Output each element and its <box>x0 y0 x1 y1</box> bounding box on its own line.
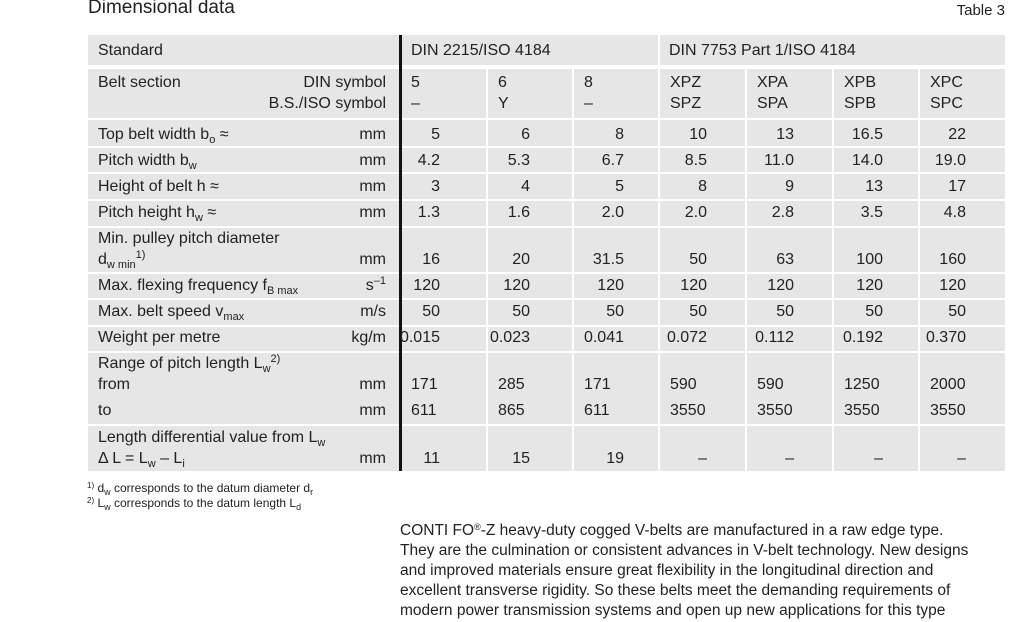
row-divider <box>88 325 1005 327</box>
row-value: 120 <box>597 277 624 294</box>
row-value: 5.3 <box>507 152 530 169</box>
row-value: 14.0 <box>851 152 883 169</box>
row-label: Weight per metre <box>98 329 221 346</box>
row-value: 50 <box>689 303 707 320</box>
row-unit: mm <box>359 152 386 169</box>
paragraph-line: excellent transverse rigidity. So these belts meet the demanding requirements of <box>400 582 951 599</box>
row-divider <box>88 424 1005 426</box>
row-value: 0.072 <box>666 329 707 346</box>
row-value: 10 <box>689 126 707 143</box>
standard-din-7753: DIN 7753 Part 1/ISO 4184 <box>669 42 856 59</box>
row-value: – <box>874 450 883 467</box>
row-value: 16 <box>422 251 440 268</box>
bs-iso-symbol-label: B.S./ISO symbol <box>268 95 386 112</box>
row-value: 0.192 <box>842 329 883 346</box>
row-unit: $s^{-1}$ <box>365 275 386 294</box>
from-value: 2000 <box>930 376 966 393</box>
din-symbol-value: 6 <box>498 74 507 91</box>
from-value: 171 <box>411 376 438 393</box>
row-value: 120 <box>767 277 794 294</box>
from-value: 1250 <box>844 376 880 393</box>
din-symbol-value: XPZ <box>670 74 702 91</box>
row-value: 4.8 <box>943 204 966 221</box>
row-value: 120 <box>413 277 440 294</box>
to-value: 3550 <box>844 402 880 419</box>
row-value: 8 <box>615 126 624 143</box>
description-paragraph <box>400 521 1015 621</box>
row-value: 8 <box>698 178 707 195</box>
row-unit: mm <box>359 178 386 195</box>
din-separator-line <box>399 35 402 471</box>
column-divider <box>486 67 488 471</box>
row-value: 50 <box>948 303 966 320</box>
din-symbol-value: XPB <box>844 74 877 91</box>
row-value: 9 <box>785 178 794 195</box>
paragraph-line: They are the culmination or consistent advances in V-belt technology. New designs <box>400 542 969 559</box>
row-value: 2.8 <box>771 204 794 221</box>
row-label: Length differential value from $L_w$ <box>98 429 326 449</box>
row-value: 8.5 <box>684 152 707 169</box>
row-value: 17 <box>948 178 966 195</box>
column-divider <box>658 35 660 471</box>
row-value: 50 <box>512 303 530 320</box>
from-value: 171 <box>584 376 611 393</box>
row-unit: mm <box>359 450 386 467</box>
row-value: 4 <box>521 178 530 195</box>
column-divider <box>832 67 834 471</box>
column-divider <box>745 67 747 471</box>
from-value: 590 <box>670 376 697 393</box>
from-value: 590 <box>757 376 784 393</box>
row-value: 19.0 <box>934 152 966 169</box>
row-value: – <box>785 450 794 467</box>
row-value: 11 <box>423 450 440 467</box>
row-value: 5 <box>615 178 624 195</box>
row-value: 50 <box>776 303 794 320</box>
din-symbol-label: DIN symbol <box>303 74 386 91</box>
paragraph-line: and improved materials ensure great flexibility in the longitudinal direction and <box>400 562 934 579</box>
row-label: Pitch width $b_w$ <box>98 152 197 172</box>
row-label: Max. flexing frequency $f_{B max}$ <box>98 277 299 297</box>
row-value: – <box>957 450 966 467</box>
row-divider <box>88 199 1005 201</box>
row-value: 19 <box>606 450 624 467</box>
row-value: – <box>698 450 707 467</box>
from-label: from <box>98 376 130 393</box>
din-symbol-value: XPA <box>757 74 788 91</box>
row-value: 50 <box>606 303 624 320</box>
row-value: 6 <box>521 126 530 143</box>
row-divider <box>88 146 1005 148</box>
row-value: 160 <box>939 251 966 268</box>
paragraph-line: CONTI FO®-Z heavy-duty cogged V-belts are manufactured in a raw edge type. <box>400 522 944 539</box>
row-label-line2: Δ $L = L_w - L_i$ <box>98 450 185 470</box>
row-divider <box>88 65 1005 67</box>
to-value: 611 <box>584 402 610 419</box>
row-label: Range of pitch length $L_w^{2)}$ <box>98 353 281 375</box>
row-value: 2.0 <box>684 204 707 221</box>
row-value: 22 <box>948 126 966 143</box>
din-symbol-value: 5 <box>411 74 420 91</box>
bs-symbol-value: SPB <box>844 95 877 112</box>
din-symbol-value: XPC <box>930 74 963 91</box>
row-value: 100 <box>856 251 883 268</box>
row-value: 2.0 <box>601 204 624 221</box>
standard-label: Standard <box>98 42 163 59</box>
bs-symbol-value: – <box>411 95 420 112</box>
bs-symbol-value: Y <box>498 95 509 112</box>
din-symbol-value: 8 <box>584 74 593 91</box>
row-label: Min. pulley pitch diameter <box>98 230 280 247</box>
row-value: 50 <box>689 251 707 268</box>
bs-symbol-value: SPA <box>757 95 788 112</box>
page-title: Dimensional data <box>88 0 235 18</box>
to-value: 865 <box>498 402 525 419</box>
row-value: 0.041 <box>583 329 624 346</box>
row-value: 0.015 <box>399 329 440 346</box>
row-unit: mm <box>359 251 386 268</box>
bs-symbol-value: SPC <box>930 95 963 112</box>
row-value: 15 <box>512 450 530 467</box>
row-value: 50 <box>865 303 883 320</box>
row-label: Top belt width $b_o$ ≈ <box>98 126 229 146</box>
row-divider <box>88 298 1005 300</box>
row-label-line2: $d_{w min}^{1)}$ <box>98 249 146 271</box>
row-value: 20 <box>512 251 530 268</box>
row-divider <box>88 272 1005 274</box>
to-value: 3550 <box>930 402 966 419</box>
row-value: 0.112 <box>755 329 794 346</box>
paragraph-line: modern power transmission systems and open up new applications for this type <box>400 602 946 619</box>
footnote-1: $^{1)}$ $d_w$ corresponds to the datum diameter $d_r$ <box>87 481 314 497</box>
row-value: 11.0 <box>764 152 794 169</box>
to-label: to <box>98 402 112 419</box>
row-divider <box>88 226 1005 228</box>
row-value: 3 <box>431 178 440 195</box>
footnote-2: $^{2)}$ $L_w$ corresponds to the datum length $L_d$ <box>87 496 302 512</box>
row-value: 120 <box>680 277 707 294</box>
row-unit: mm <box>359 204 386 221</box>
row-value: 120 <box>503 277 530 294</box>
column-divider <box>918 67 920 471</box>
row-label: Height of belt h ≈ <box>98 178 219 195</box>
row-value: 13 <box>776 126 794 143</box>
row-value: 1.3 <box>417 204 440 221</box>
row-value: 6.7 <box>601 152 624 169</box>
row-value: 0.370 <box>925 329 966 346</box>
row-value: 16.5 <box>851 126 883 143</box>
to-value: 611 <box>411 402 437 419</box>
row-unit: m/s <box>360 303 386 320</box>
row-value: 1.6 <box>507 204 530 221</box>
row-value: 3.5 <box>860 204 883 221</box>
row-value: 63 <box>776 251 794 268</box>
row-unit: mm <box>359 402 386 419</box>
bs-symbol-value: – <box>584 95 593 112</box>
to-value: 3550 <box>670 402 706 419</box>
row-value: 31.5 <box>592 251 624 268</box>
from-value: 285 <box>498 376 525 393</box>
column-divider <box>572 67 574 471</box>
row-unit: mm <box>359 126 386 143</box>
row-value: 50 <box>422 303 440 320</box>
row-label: Pitch height $h_w$ ≈ <box>98 204 217 224</box>
row-value: 13 <box>865 178 883 195</box>
row-label: Max. belt speed $v_{max}$ <box>98 303 245 323</box>
row-value: 5 <box>431 126 440 143</box>
row-divider <box>88 118 1005 120</box>
row-unit: kg/m <box>351 329 386 346</box>
belt-section-label: Belt section <box>98 74 181 91</box>
bs-symbol-value: SPZ <box>670 95 702 112</box>
row-value: 4.2 <box>417 152 440 169</box>
row-divider <box>88 351 1005 353</box>
row-unit: mm <box>359 376 386 393</box>
to-value: 3550 <box>757 402 793 419</box>
table-number: Table 3 <box>956 2 1005 19</box>
row-value: 120 <box>939 277 966 294</box>
row-divider <box>88 172 1005 174</box>
row-value: 0.023 <box>489 329 530 346</box>
standard-din-2215: DIN 2215/ISO 4184 <box>411 42 551 59</box>
row-value: 120 <box>856 277 883 294</box>
